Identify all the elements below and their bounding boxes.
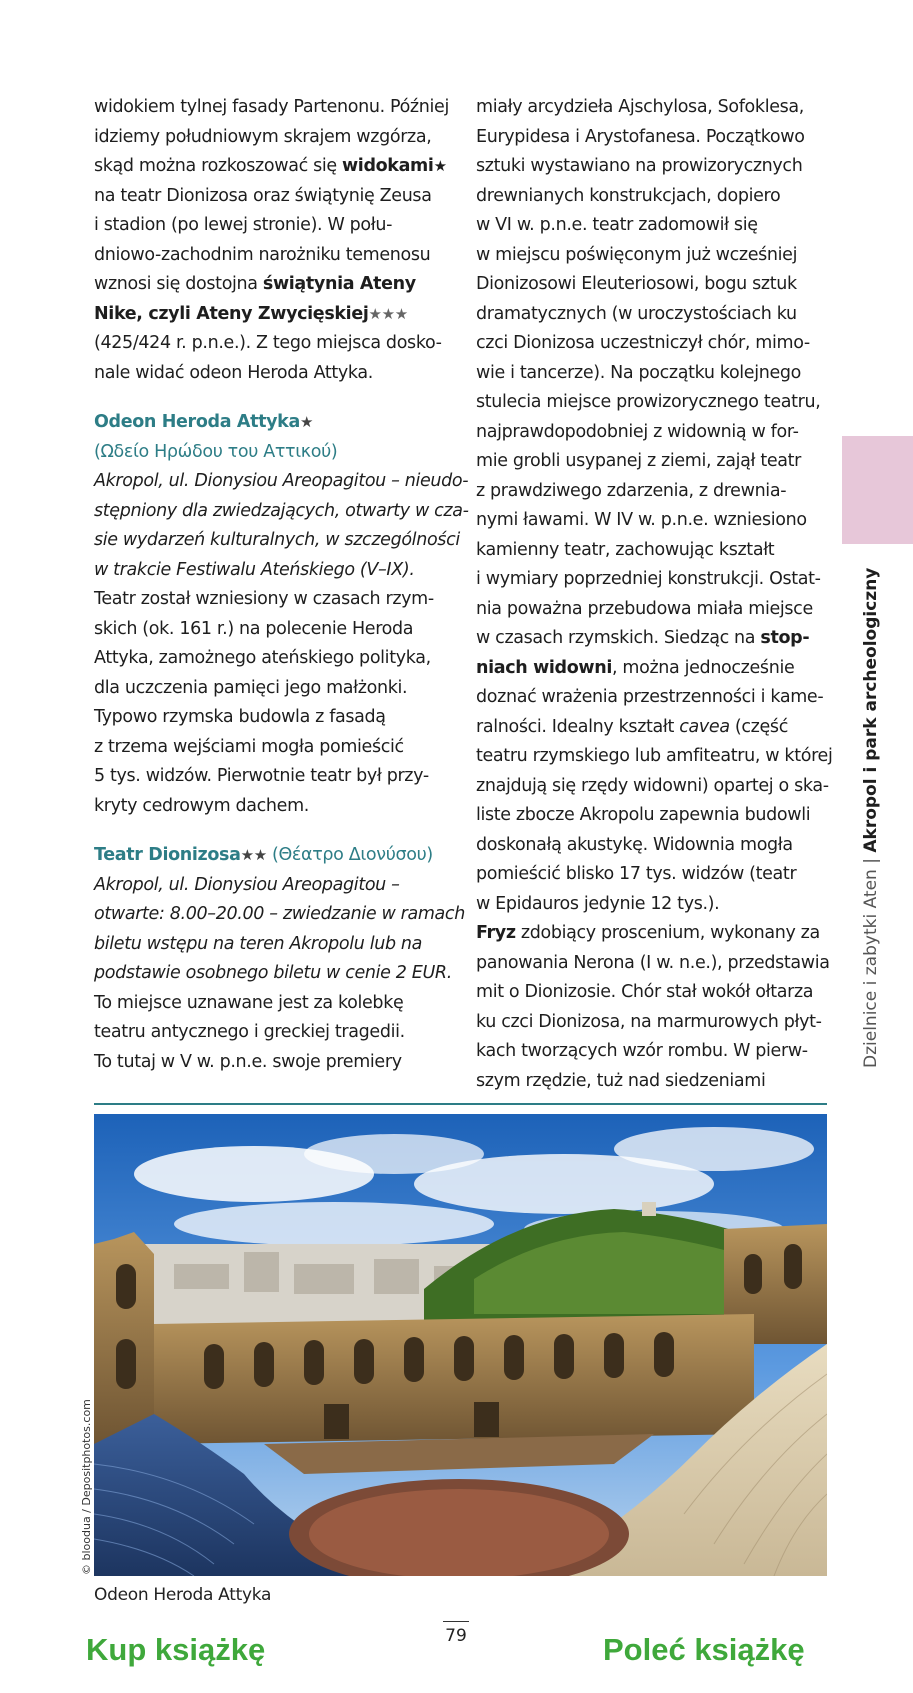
recommend-book-button[interactable]: Poleć książkę [603, 1632, 805, 1667]
body-text-line: w VI w. p.n.e. teatr zadomowił się [476, 215, 758, 235]
body-text-line: i wymiary poprzedniej konstrukcji. Ostat- [476, 569, 821, 589]
body-text-line: kamienny teatr, zachowując kształt [476, 539, 775, 560]
body-text: ralności. Idealny kształt [476, 716, 680, 737]
body-text: skąd można rozkoszować się [94, 156, 342, 176]
info-text: sie wydarzeń kulturalnych, w szczególności [94, 530, 460, 550]
body-text-line: miały arcydzieła Ajschylosa, Sofoklesa, [476, 97, 804, 117]
italic-term: cavea [679, 716, 730, 737]
info-line [94, 526, 460, 556]
info-line [94, 930, 446, 960]
body-text-line [476, 919, 828, 949]
body-text-line: w miejscu poświęconym już wcześniej [476, 244, 798, 265]
body-text-line: idziemy południowym skrajem wzgórza, [94, 126, 432, 147]
info-line [94, 959, 452, 989]
body-text-line: kryty cedrowym dachem. [94, 795, 309, 816]
star-icon: ★ [299, 413, 314, 431]
photo-caption: Odeon Heroda Attyka [94, 1585, 272, 1605]
body-text-line [476, 713, 828, 743]
body-text-line: na teatr Dionizosa oraz świątynię Zeusa [94, 185, 432, 206]
body-text-line: ku czci Dionizosa, na marmurowych płyt- [476, 1011, 822, 1032]
body-text-line: widokiem tylnej fasady Partenonu. Później [94, 97, 449, 117]
star-icon: ★ [368, 304, 382, 323]
body-text-line: mit o Dionizosie. Chór stał wokół ołtarza [476, 982, 814, 1002]
info-text: otwarte: 8.00–20.00 – zwiedzanie w ramach [94, 904, 465, 924]
body-text-line: To tutaj w V w. p.n.e. swoje premiery [94, 1051, 402, 1072]
body-text-line: stulecia miejsce prowizorycznego teatru, [476, 392, 821, 412]
body-text-line: doskonałą akustykę. Widownia mogła [476, 834, 793, 855]
body-text-line: najprawdopodobniej z widownią w for- [476, 421, 799, 442]
body-text: zdobiący proscenium, wykonany za [515, 923, 820, 943]
body-text-line: skich (ok. 161 r.) na polecenie Heroda [94, 618, 414, 639]
info-line [94, 900, 465, 930]
chapter-tab [842, 436, 913, 544]
chapter-section-label: Dzielnice i zabytki Aten | [861, 852, 881, 1068]
bold-term: świątynia Ateny [262, 274, 416, 294]
star-icon: ★ [394, 304, 408, 323]
body-text-line [476, 624, 828, 654]
star-icon: ★ [433, 157, 447, 175]
body-text-line: teatru antycznego i greckiej tragedii. [94, 1022, 405, 1042]
greek-name: (Ωδείο Ηρώδου του Αττικού) [94, 441, 338, 462]
info-text: Akropol, ul. Dionysiou Areopagitou – nieudo- [94, 471, 469, 491]
chapter-running-head [856, 567, 886, 1068]
body-text-line: Attyka, zamożnego ateńskiego polityka, [94, 648, 431, 668]
body-text-line [476, 654, 828, 684]
body-text-line: dla uczczenia pamięci jego małżonki. [94, 677, 408, 698]
star-icon: ★ [381, 304, 395, 323]
body-text: w czasach rzymskich. Siedząc na [476, 628, 761, 648]
info-line [94, 467, 469, 497]
body-text-line: liste zbocze Akropolu zapewnia budowli [476, 805, 811, 825]
heading-text: Teatr Dionizosa [94, 845, 241, 865]
body-text-line: dniowo-zachodnim narożniku temenosu [94, 244, 431, 265]
body-text-line: pomieścić blisko 17 tys. widzów (teatr [476, 864, 797, 884]
body-text-line: Typowo rzymska budowla z fasadą [94, 707, 386, 727]
heading-text: Odeon Heroda Attyka [94, 412, 300, 432]
body-text-line: dramatycznych (w uroczystościach ku [476, 303, 797, 324]
body-text-line: kach tworzących wzór rombu. W pierw- [476, 1041, 808, 1061]
bold-term: widokami [341, 156, 434, 176]
info-text: podstawie osobnego biletu w cenie 2 EUR. [94, 963, 452, 983]
star-icon: ★ [240, 846, 254, 864]
body-text-line: z trzema wejściami mogła pomieścić [94, 736, 404, 757]
body-text-line: znajdują się rzędy widowni) opartej o ska- [476, 775, 829, 796]
left-column [94, 93, 469, 1077]
body-text: , można jednocześnie [611, 657, 795, 678]
info-text: biletu wstępu na teren Akropolu lub na [94, 933, 423, 954]
star-icon: ★ [253, 846, 267, 864]
body-text-line: z prawdziwego zdarzenia, z drewnia- [476, 480, 787, 501]
bold-term: niach widowni [476, 657, 612, 678]
body-text-line: mie grobli usypanej z ziemi, zajął teatr [476, 451, 801, 471]
body-text-line: doznać wrażenia przestrzenności i kame- [476, 687, 824, 707]
body-text-line: wie i tancerze). Na początku kolejnego [476, 362, 802, 383]
section-heading-odeon [94, 408, 446, 438]
info-line [94, 497, 469, 527]
body-text-line: w Epidauros jedynie 12 tys.). [476, 893, 720, 914]
body-text: wznosi się dostojna [94, 274, 263, 294]
bold-term: Fryz [476, 923, 516, 943]
body-text-line [94, 270, 446, 300]
chapter-title: Akropol i park archeologiczny [861, 567, 881, 853]
body-text-line: nymi ławami. W IV w. p.n.e. wzniesiono [476, 510, 807, 530]
bold-term: Nike, czyli Ateny Zwycięskiej [94, 303, 369, 324]
divider [94, 1103, 827, 1105]
body-text: (część [729, 716, 788, 737]
page-number: 79 [443, 1621, 469, 1646]
info-line [94, 871, 446, 901]
body-text-line: nale widać odeon Heroda Attyka. [94, 362, 373, 383]
body-text-line: Dionizosowi Eleuteriosowi, bogu sztuk [476, 274, 797, 294]
photo-credit: © bloodua / Depositphotos.com [80, 1399, 93, 1575]
section-heading-teatr [94, 841, 446, 871]
greek-name: (Θέατρο Διονύσου) [272, 845, 433, 865]
right-column [476, 93, 833, 1096]
body-text-line: i stadion (po lewej stronie). W połu- [94, 215, 393, 235]
body-text-line: teatru rzymskiego lub amfiteatru, w której [476, 746, 833, 766]
odeon-photo [94, 1114, 827, 1576]
body-text-line: panowania Nerona (I w. n.e.), przedstawia [476, 952, 830, 973]
body-text-line: (425/424 r. p.n.e.). Z tego miejsca dosko- [94, 333, 442, 353]
info-text: Akropol, ul. Dionysiou Areopagitou – [94, 874, 400, 895]
body-text-line: czci Dionizosa uczestniczył chór, mimo- [476, 333, 810, 353]
body-text-line: Eurypidesa i Arystofanesa. Początkowo [476, 126, 805, 147]
info-text: stępniony dla zwiedzających, otwarty w cza- [94, 500, 469, 521]
body-text-line: To miejsce uznawane jest za kolebkę [94, 992, 404, 1013]
body-text-line: 5 tys. widzów. Pierwotnie teatr był przy- [94, 766, 429, 786]
body-text-line: drewnianych konstrukcjach, dopiero [476, 185, 781, 206]
body-text-line [94, 300, 446, 330]
body-text-line: sztuki wystawiano na prowizorycznych [476, 156, 803, 176]
bold-term: stop- [760, 628, 810, 648]
buy-book-button[interactable]: Kup książkę [86, 1632, 266, 1667]
body-text-line: nia poważna przebudowa miała miejsce [476, 598, 813, 619]
body-text-line: szym rzędzie, tuż nad siedzeniami [476, 1070, 766, 1091]
info-line [94, 556, 446, 586]
body-text-line: Teatr został wzniesiony w czasach rzym- [94, 589, 434, 609]
info-text: w trakcie Festiwalu Ateńskiego (V–IX). [94, 559, 415, 580]
body-text-line [94, 152, 446, 182]
